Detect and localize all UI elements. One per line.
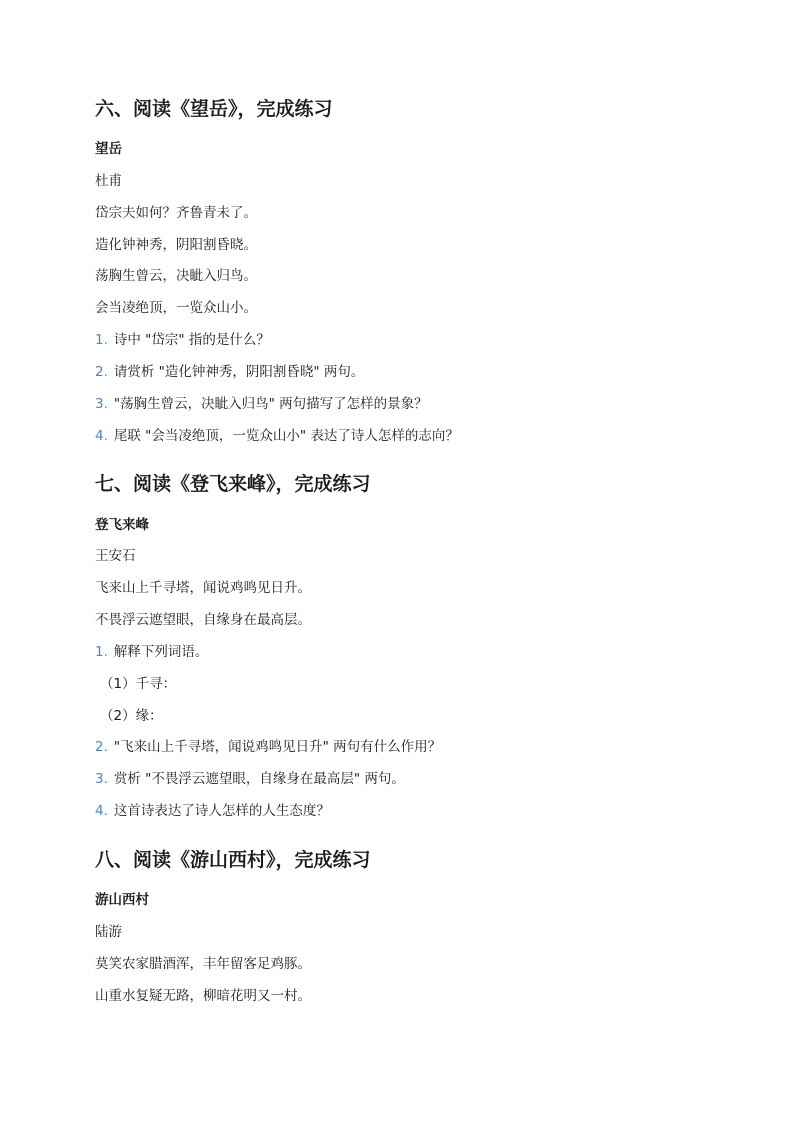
question-text: 这首诗表达了诗人怎样的人生态度？ <box>113 803 330 819</box>
poem-title: 登飞来峰 <box>95 517 149 533</box>
section-heading: 八、阅读《游山西村》，完成练习 <box>95 849 371 871</box>
poem-author: 杜甫 <box>95 173 122 189</box>
question-number: 3. <box>95 396 108 412</box>
question-number: 3. <box>95 771 108 787</box>
poem-line: 造化钟神秀，阴阳割昏晓。 <box>95 237 257 253</box>
poem-author: 陆游 <box>95 924 122 940</box>
poem-author: 王安石 <box>95 548 136 564</box>
question-item <box>95 392 428 412</box>
poem-line: 不畏浮云遮望眼，自缘身在最高层。 <box>95 612 311 628</box>
question-text: 请赏析 "造化钟神秀，阴阳割昏晓" 两句。 <box>113 364 365 380</box>
poem-line: 莫笑农家腊酒浑，丰年留客足鸡豚。 <box>95 956 311 972</box>
question-text: 赏析 "不畏浮云遮望眼，自缘身在最高层" 两句。 <box>113 771 405 787</box>
question-text: "荡胸生曾云，决眦入归鸟" 两句描写了怎样的景象？ <box>113 396 428 412</box>
question-number: 2. <box>95 739 108 755</box>
poem-line: 会当凌绝顶，一览众山小。 <box>95 300 257 316</box>
question-number: 2. <box>95 364 108 380</box>
question-number: 1. <box>95 332 108 348</box>
sub-item: （1）千寻： <box>100 676 177 692</box>
question-text: 尾联 "会当凌绝顶，一览众山小" 表达了诗人怎样的志向？ <box>113 428 459 444</box>
question-text: "飞来山上千寻塔，闻说鸡鸣见日升" 两句有什么作用？ <box>113 739 442 755</box>
poem-title: 望岳 <box>95 141 122 157</box>
question-item <box>95 799 330 819</box>
question-number: 4. <box>95 803 108 819</box>
question-item <box>95 328 270 348</box>
question-item <box>95 735 441 755</box>
question-text: 诗中 "岱宗" 指的是什么？ <box>113 332 270 348</box>
poem-line: 岱宗夫如何？齐鲁青未了。 <box>95 205 257 221</box>
poem-title: 游山西村 <box>95 892 149 908</box>
section-heading: 六、阅读《望岳》，完成练习 <box>95 98 333 120</box>
section-heading: 七、阅读《登飞来峰》，完成练习 <box>95 473 371 495</box>
question-item <box>95 767 405 787</box>
question-item <box>95 640 208 660</box>
poem-line: 荡胸生曾云，决眦入归鸟。 <box>95 268 257 284</box>
poem-line: 飞来山上千寻塔，闻说鸡鸣见日升。 <box>95 580 311 596</box>
question-text: 解释下列词语。 <box>113 644 209 660</box>
question-number: 1. <box>95 644 108 660</box>
poem-line: 山重水复疑无路，柳暗花明又一村。 <box>95 988 311 1004</box>
sub-item: （2）缘： <box>100 708 163 724</box>
question-number: 4. <box>95 428 108 444</box>
question-item <box>95 424 459 444</box>
question-item <box>95 360 364 380</box>
